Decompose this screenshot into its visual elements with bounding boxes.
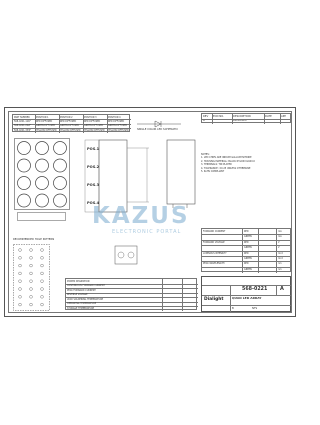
revision-cell: A [203,119,205,122]
led-array-front-view [14,138,70,210]
characteristics-cell: mA [278,235,282,239]
pcb-hole [19,280,22,283]
pcb-hole [30,303,33,306]
pcb-hole [41,256,44,259]
pcb-hole [30,288,33,291]
part-table-cell: YELLOW DIFFUSED [60,128,81,132]
characteristics-cell: FORWARD VOLTAGE [203,240,225,244]
pcb-hole [19,295,22,298]
revision-header: REV [203,114,209,118]
sheet-size: B [232,307,234,310]
pcb-hole [41,288,44,291]
note-line: 3. TERMINALS: TIN PLATED [201,163,232,167]
end-view [165,138,199,208]
led-lens [36,194,49,207]
pcb-hole [19,303,22,306]
characteristics-cell: FORWARD CURRENT [203,230,226,233]
led-lens [18,194,31,207]
characteristics-cell: GREEN [244,257,252,260]
drawing-title: QUAD LED ARRAY [232,296,262,300]
pcb-hole [19,272,22,275]
pcb-hole [30,264,33,267]
position-label-3: POS.3 [87,183,100,187]
part-table-cell: YELLOW DIFFUSED [36,128,57,132]
led-lens [54,194,67,207]
drawing-revision: A [280,286,284,292]
characteristics-cell: nm [278,267,282,271]
part-table [12,114,130,132]
characteristics-cell: V [278,240,280,244]
position-label-4: POS.4 [87,201,100,205]
pcb-hole [19,256,22,259]
pcb-hole [30,295,33,298]
note-line: NOTES: [201,153,210,156]
detail-view [113,240,143,270]
characteristics-cell: nm [278,262,282,266]
characteristics-cell: RED [244,240,249,244]
position-label-2: POS.2 [87,165,100,169]
part-table-cell: 568-0221-333F [14,128,31,132]
pcb-pattern-label: RECOMMENDED HOLE PATTERN [13,238,55,241]
revision-cell: RELEASED [233,119,247,122]
pcb-hole [19,249,22,252]
led-lens [54,159,67,172]
led-lens [36,159,49,172]
part-table-header: PART NUMBER [14,115,30,119]
drawing-scale: NTS [252,307,258,310]
bottom-view [17,212,67,222]
note-line: 1. LED CHIPS ARE INDIUM GALLIUM NITRIDE [201,156,252,160]
revision-header: DATE [265,114,272,118]
part-table-cell: RED DIFFUSED [60,119,77,123]
pcb-hole [41,303,44,306]
part-table-header: POSITION 1 [36,115,49,119]
pcb-hole [19,288,22,291]
part-table-header: POSITION 3 [84,115,97,119]
note-line: 2. HOUSING MATERIAL: BLACK NYLON UL94V-0 [201,159,255,163]
characteristics-cell: LUMINOUS INTENSITY [203,251,227,255]
pcb-hole [19,264,22,267]
characteristics-cell: RED [244,251,249,255]
characteristics-cell: GREEN [244,246,252,250]
revision-header: ECN NO. [213,114,224,118]
title-block [201,276,291,312]
pcb-hole [41,280,44,283]
pcb-hole-pattern [13,244,51,312]
characteristics-cell: RED [244,262,249,266]
pcb-hole [30,256,33,259]
revision-header: DESCRIPTION [233,114,251,118]
led-lens [18,142,31,155]
part-table-cell: 568-0221-111F [14,119,31,123]
characteristics-cell: V [278,246,280,250]
characteristics-cell: GREEN [244,267,252,271]
part-table-cell: GREEN DIFFUSED [84,124,104,128]
led-grid [18,142,67,208]
drawing-number: 568-0221 [242,287,268,292]
part-table-cell: GREEN DIFFUSED [60,124,80,128]
led-lens [54,142,67,155]
part-table-cell: GREEN DIFFUSED [108,124,128,128]
rating-label: PEAK FORWARD CURRENT [67,288,96,292]
revision-header: APP [281,114,286,118]
led-lens [54,177,67,190]
pcb-hole [30,280,33,283]
characteristics-table [201,228,291,272]
led-schematic [135,116,183,132]
characteristics-cell: GREEN [244,235,252,239]
characteristics-cell: mcd [278,251,283,255]
rating-label: REVERSE VOLTAGE [67,293,88,297]
part-table-cell: YELLOW DIFFUSED [84,128,105,132]
characteristics-cell: RED [244,230,249,233]
part-table-cell: RED DIFFUSED [84,119,101,123]
note-line: 4. TOLERANCE: ±0.25 UNLESS OTHERWISE [201,166,251,170]
position-label-1: POS.1 [87,147,100,151]
led-lens [36,177,49,190]
rating-label: OPERATING TEMPERATURE [67,302,97,306]
watermark: KAZUS [92,203,190,229]
pcb-hole [30,272,33,275]
rating-label: CONTINUOUS FORWARD CURRENT [67,284,105,288]
part-table-cell: RED DIFFUSED [108,119,125,123]
characteristics-cell: PEAK WAVELENGTH [203,262,225,266]
revision-block [201,113,291,123]
pcb-hole [41,249,44,252]
rating-label: STORAGE TEMPERATURE [67,306,95,310]
note-line: 5. RoHS COMPLIANT [201,170,225,173]
pcb-hole [41,295,44,298]
part-table-cell: GREEN DIFFUSED [36,124,56,128]
ratings-table [65,278,197,310]
characteristics-cell: mcd [278,257,283,260]
part-table-cell: YELLOW DIFFUSED [108,128,129,132]
pcb-hole [41,264,44,267]
led-lens [18,177,31,190]
characteristics-cell: mA [278,230,282,233]
pcb-hole [41,272,44,275]
company-name: Dialight [204,297,224,302]
part-table-header: POSITION 2 [60,115,73,119]
rating-label: POWER DISSIPATION [67,279,90,283]
part-table-cell: RED DIFFUSED [36,119,53,123]
led-lens [18,159,31,172]
watermark-subtitle: ELECTRONIC PORTAL [112,229,182,235]
pcb-hole [30,249,33,252]
part-table-cell: 568-0221-222F [14,124,31,128]
part-table-header: POSITION 4 [108,115,121,119]
schematic-label: SINGLE COLOR LED SCHEMATIC [137,128,179,131]
led-lens [36,142,49,155]
rating-label: LEAD SOLDERING TEMPERATURE [67,297,103,301]
